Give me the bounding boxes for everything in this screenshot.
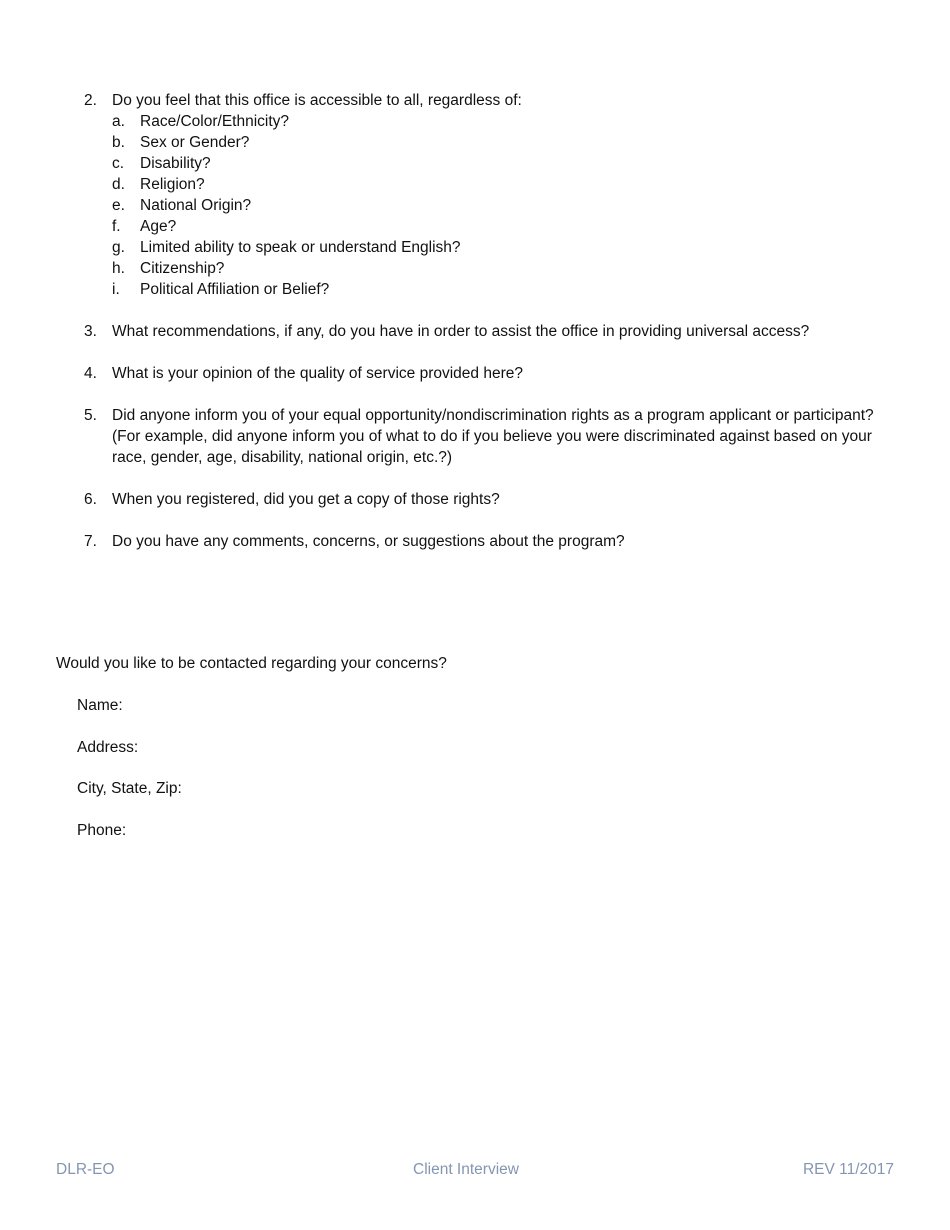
sub-question-text: Age? (140, 218, 177, 235)
sub-question-item (112, 111, 890, 132)
sub-question-item (112, 237, 890, 258)
contact-prompt: Would you like to be contacted regarding your concerns? (56, 655, 447, 672)
sub-question-item (112, 132, 890, 153)
sub-question-letter: d. (112, 176, 125, 193)
question-item (0, 405, 950, 468)
sub-question-letter: c. (112, 155, 125, 172)
sub-question-text: Limited ability to speak or understand English? (140, 239, 461, 256)
sub-question-text: Sex or Gender? (140, 134, 250, 151)
question-number: 7. (84, 533, 97, 550)
sub-question-item (112, 258, 890, 279)
question-item (0, 90, 950, 300)
question-item (0, 321, 950, 342)
name-field-label: Name: (77, 697, 123, 714)
sub-question-letter: b. (112, 134, 125, 151)
sub-question-letter: h. (112, 260, 125, 277)
sub-question-letter: i. (112, 281, 120, 298)
question-number: 5. (84, 407, 97, 424)
phone-field-label: Phone: (77, 822, 127, 839)
city-state-zip-field-label: City, State, Zip: (77, 780, 182, 797)
sub-question-list (112, 111, 890, 300)
question-list (0, 90, 950, 573)
question-text: What is your opinion of the quality of service provided here? (112, 365, 523, 382)
sub-question-text: Religion? (140, 176, 205, 193)
question-text: Do you have any comments, concerns, or suggestions about the program? (112, 533, 625, 550)
sub-question-item (112, 153, 890, 174)
sub-question-text: Citizenship? (140, 260, 225, 277)
question-text: Do you feel that this office is accessible to all, regardless of: (112, 92, 522, 109)
question-item (0, 531, 950, 552)
question-number: 3. (84, 323, 97, 340)
sub-question-item (112, 174, 890, 195)
sub-question-text: Race/Color/Ethnicity? (140, 113, 290, 130)
sub-question-item (112, 195, 890, 216)
sub-question-letter: a. (112, 113, 125, 130)
footer-center-text: Client Interview (413, 1161, 519, 1178)
footer-left-text: DLR-EO (56, 1161, 115, 1178)
sub-question-letter: g. (112, 239, 125, 256)
question-text: What recommendations, if any, do you have in order to assist the office in providing universal access? (112, 323, 810, 340)
sub-question-item (112, 279, 890, 300)
sub-question-letter: f. (112, 218, 121, 235)
question-number: 4. (84, 365, 97, 382)
question-text: When you registered, did you get a copy of those rights? (112, 491, 500, 508)
sub-question-text: National Origin? (140, 197, 252, 214)
question-item (0, 489, 950, 510)
sub-question-text: Disability? (140, 155, 211, 172)
sub-question-text: Political Affiliation or Belief? (140, 281, 330, 298)
question-number: 6. (84, 491, 97, 508)
question-item (0, 363, 950, 384)
address-field-label: Address: (77, 739, 139, 756)
footer-right-text: REV 11/2017 (802, 1161, 894, 1178)
question-number: 2. (84, 92, 97, 109)
sub-question-item (112, 216, 890, 237)
sub-question-letter: e. (112, 197, 125, 214)
question-text: Did anyone inform you of your equal opportunity/nondiscrimination rights as a program applicant or participant? (For example, did anyone inform you of what to do if you believe you were discriminated against based on your race, gender, age, disability, national origin, etc.?) (112, 407, 874, 466)
